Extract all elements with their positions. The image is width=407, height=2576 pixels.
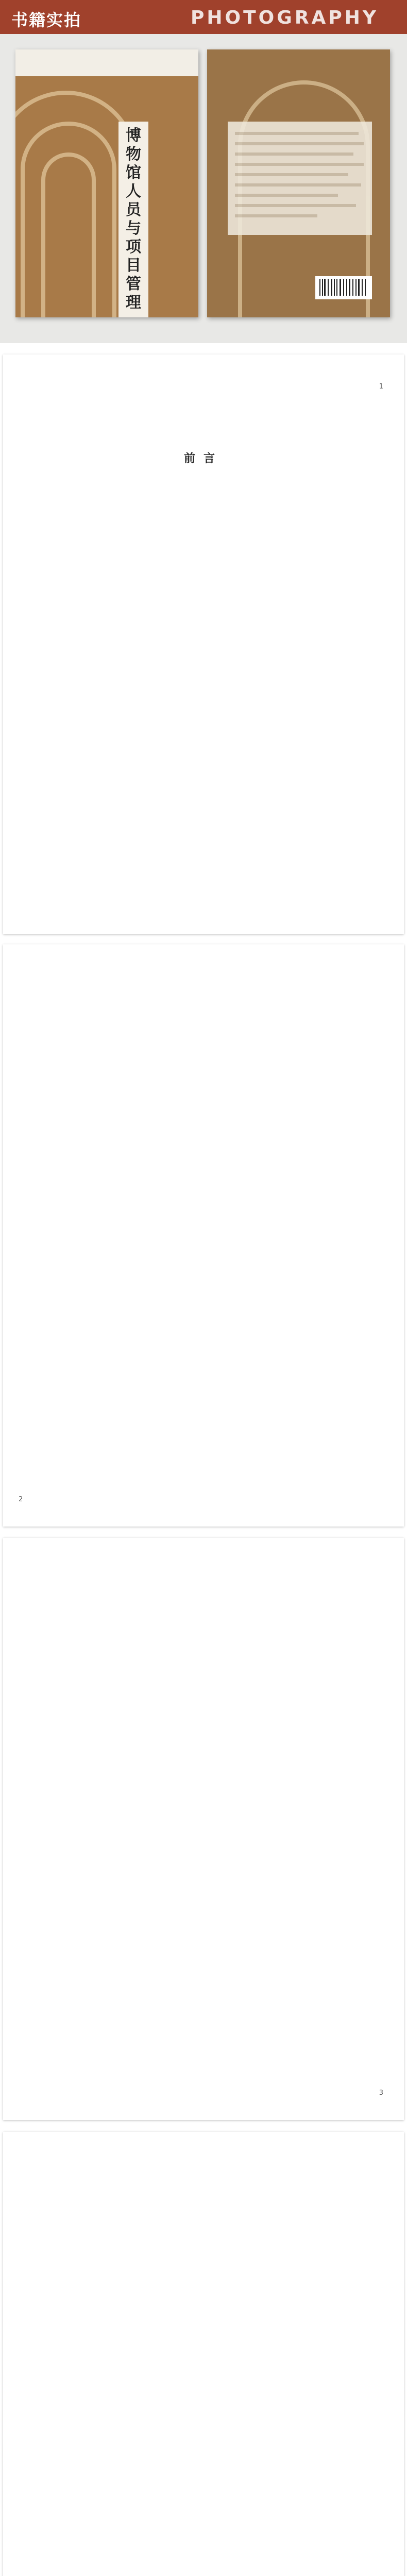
preface-page bbox=[3, 354, 404, 934]
book-front-cover bbox=[15, 49, 198, 317]
book-back-cover bbox=[207, 49, 390, 317]
banner-title-zh: 书籍实拍 bbox=[11, 10, 82, 30]
header-banner bbox=[0, 0, 407, 34]
back-cover-blurb-panel bbox=[228, 122, 372, 235]
content-page bbox=[3, 1538, 404, 2120]
cover-top-band bbox=[15, 49, 198, 76]
banner-title-en: PHOTOGRAPHY bbox=[191, 7, 379, 28]
arch-graphic bbox=[41, 152, 96, 317]
barcode-graphic bbox=[315, 276, 372, 299]
cover-title: 博物馆人员与项目管理 bbox=[118, 122, 148, 317]
content-page bbox=[3, 944, 404, 1527]
page-number: 1 bbox=[379, 383, 383, 391]
page-title: 前言 bbox=[183, 452, 223, 465]
page-number: 2 bbox=[19, 1496, 23, 1503]
content-page bbox=[3, 2132, 404, 2576]
page-number: 3 bbox=[379, 2089, 383, 2097]
